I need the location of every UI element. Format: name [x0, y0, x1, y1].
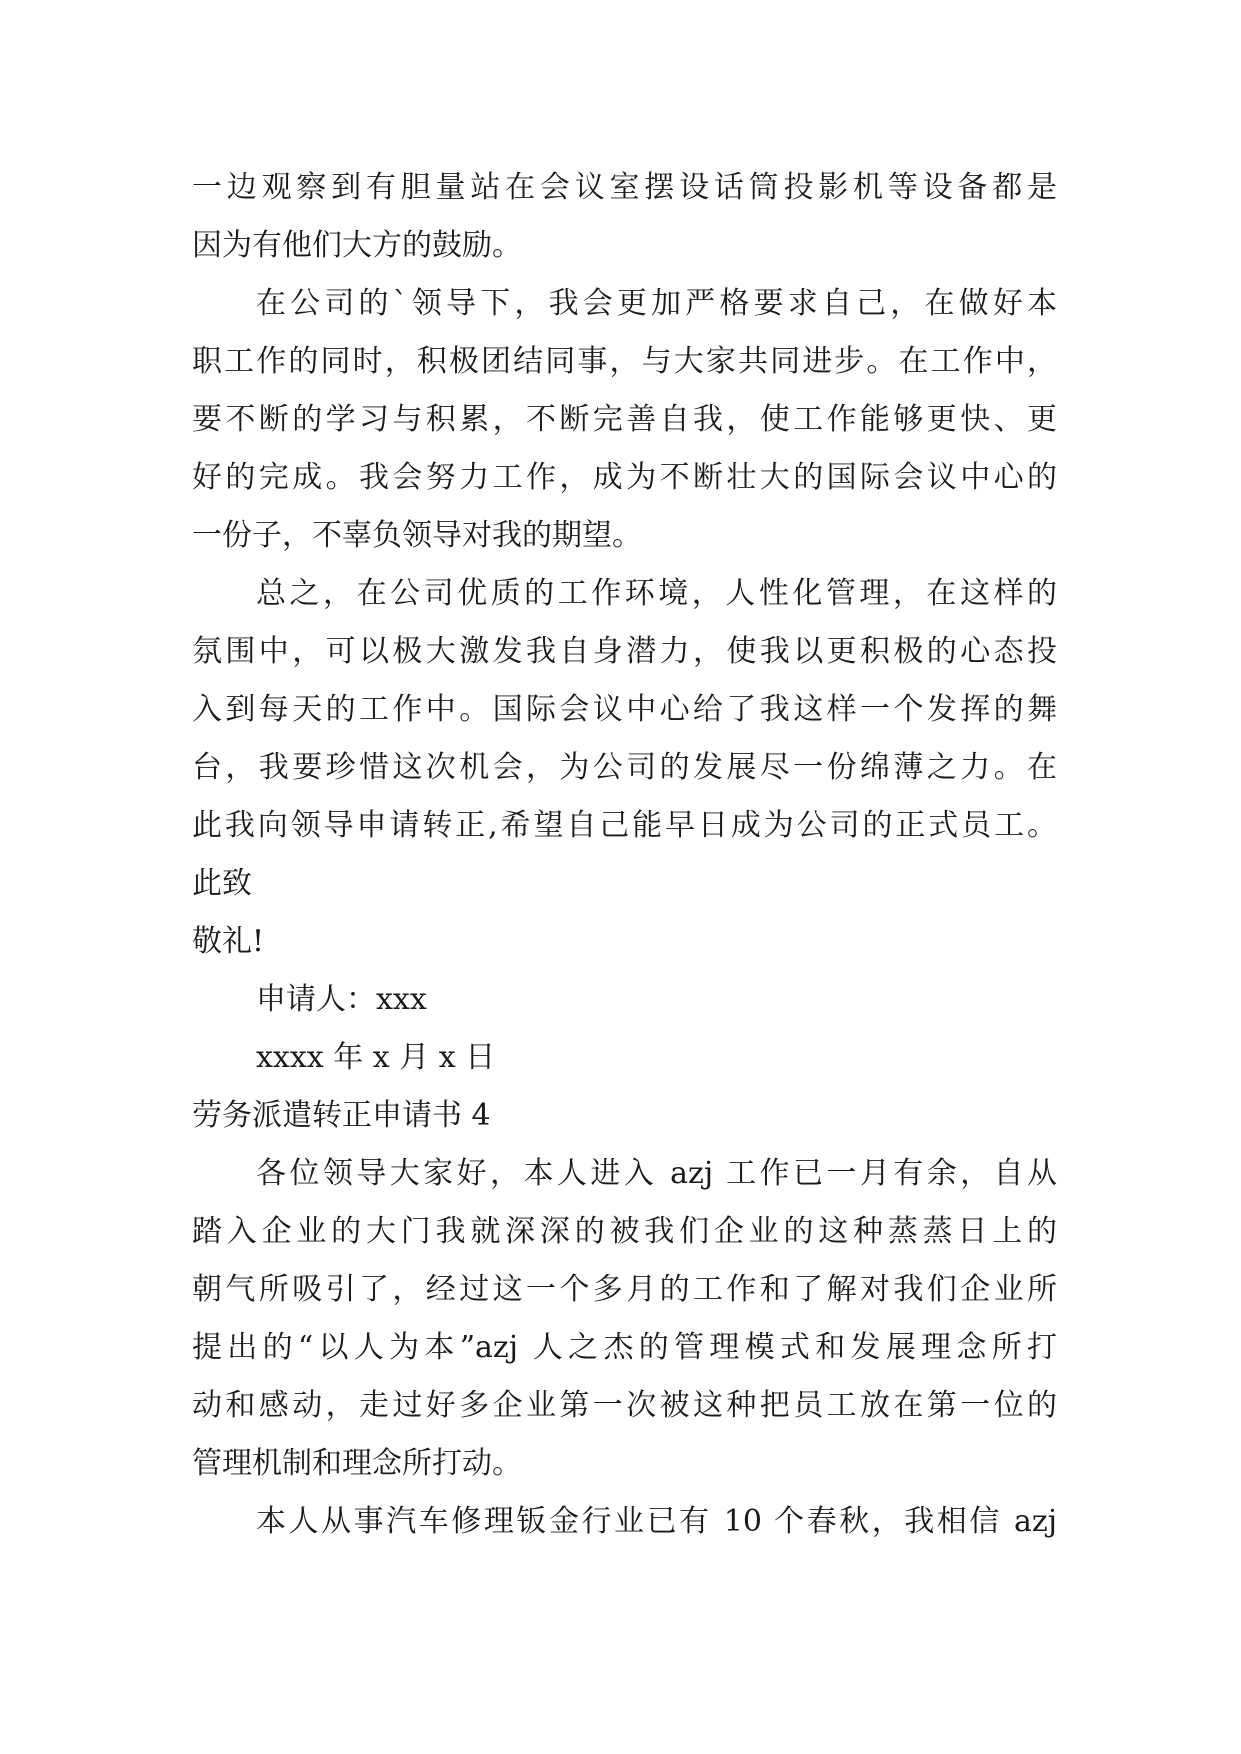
- applicant-line: 申请人：xxx: [256, 982, 427, 1017]
- text-line: 踏入企业的大门我就深深的被我们企业的这种蒸蒸日上的: [192, 1214, 1057, 1249]
- text-line: 动和感动，走过好多企业第一次被这种把员工放在第一位的: [192, 1388, 1057, 1423]
- paragraph-start-line: 在公司的`领导下，我会更加严格要求自己，在做好本: [256, 286, 1057, 321]
- text-line: 管理机制和理念所打动。: [192, 1446, 522, 1481]
- text-line: 一边观察到有胆量站在会议室摆设话筒投影机等设备都是: [192, 170, 1057, 205]
- text-line: 氛围中，可以极大激发我自身潜力，使我以更积极的心态投: [192, 634, 1057, 669]
- paragraph-start-line: 各位领导大家好，本人进入 azj 工作已一月有余，自从: [256, 1156, 1057, 1191]
- closing-line: 此致: [192, 866, 252, 901]
- text-line: 好的完成。我会努力工作，成为不断壮大的国际会议中心的: [192, 460, 1057, 495]
- text-line: 要不断的学习与积累，不断完善自我，使工作能够更快、更: [192, 402, 1057, 437]
- text-line: 因为有他们大方的鼓励。: [192, 228, 522, 263]
- paragraph-start-line: 总之，在公司优质的工作环境，人性化管理，在这样的: [256, 576, 1057, 611]
- text-line: 此我向领导申请转正,希望自己能早日成为公司的正式员工。: [192, 808, 1057, 843]
- text-line: 朝气所吸引了，经过这一个多月的工作和了解对我们企业所: [192, 1272, 1057, 1307]
- date-line: xxxx 年 x 月 x 日: [256, 1040, 496, 1075]
- text-line: 提出的“以人为本”azj 人之杰的管理模式和发展理念所打: [192, 1330, 1057, 1365]
- section-title: 劳务派遣转正申请书 4: [192, 1098, 491, 1133]
- text-line: 台，我要珍惜这次机会，为公司的发展尽一份绵薄之力。在: [192, 750, 1057, 785]
- text-line: 入到每天的工作中。国际会议中心给了我这样一个发挥的舞: [192, 692, 1057, 727]
- text-line: 一份子，不辜负领导对我的期望。: [192, 518, 642, 553]
- salutation-line: 敬礼!: [192, 924, 265, 959]
- text-line: 职工作的同时，积极团结同事，与大家共同进步。在工作中，: [192, 344, 1057, 379]
- paragraph-start-line: 本人从事汽车修理钣金行业已有 10 个春秋，我相信 azj: [256, 1504, 1057, 1539]
- document-body: [192, 159, 1057, 1551]
